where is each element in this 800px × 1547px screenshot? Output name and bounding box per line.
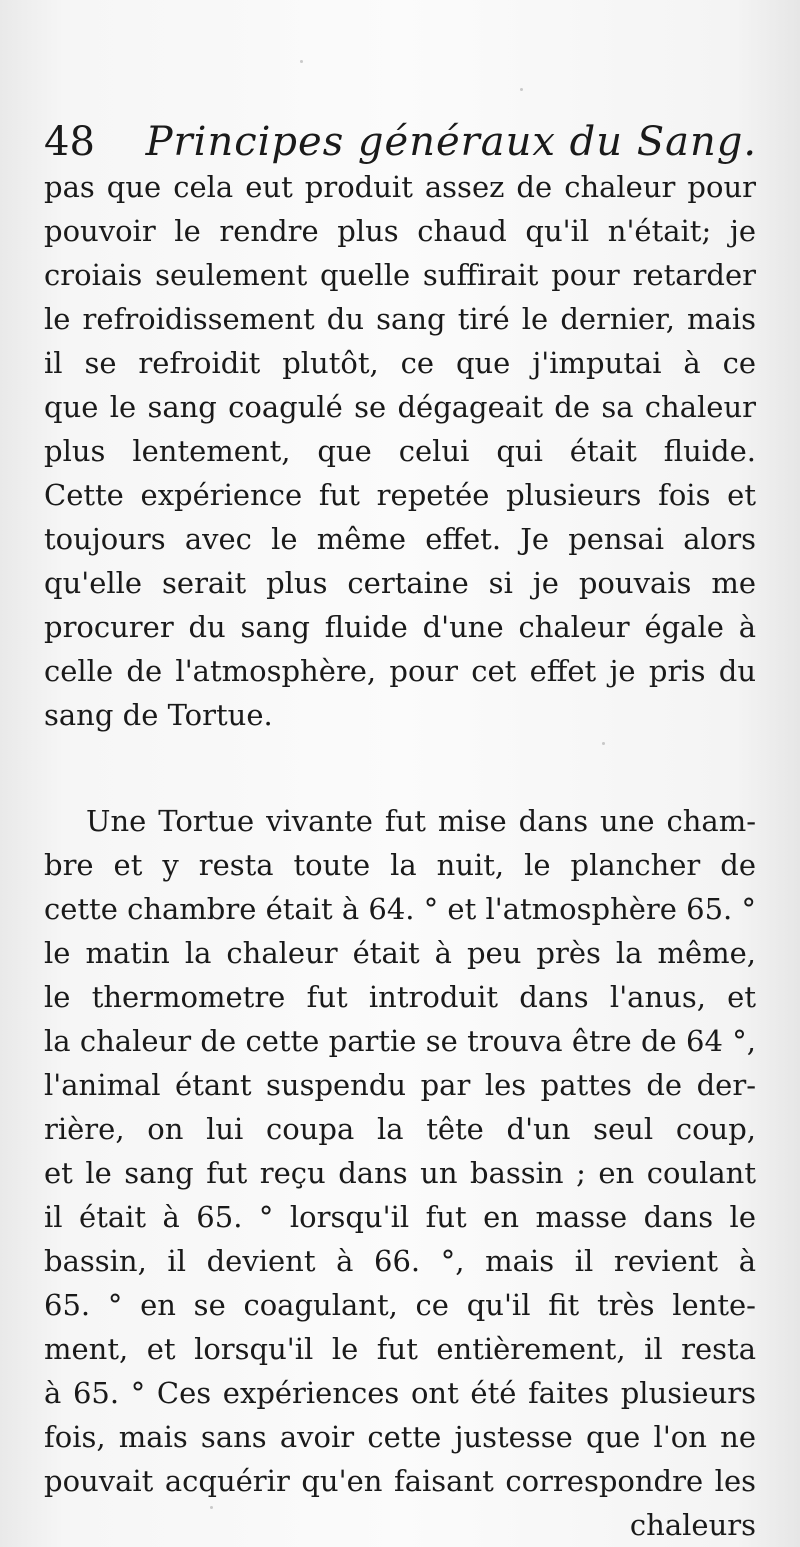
text-line: le matin la chaleur était à peu près la même,: [44, 936, 756, 970]
text-line: pouvoir le rendre plus chaud qu'il n'était; je: [44, 214, 756, 248]
text-line: bassin, il devient à 66. °, mais il revient à: [44, 1244, 756, 1278]
text-line: celle de l'atmosphère, pour cet effet je pris du: [44, 654, 756, 688]
text-line: à 65. ° Ces expériences ont été faites plusieurs: [44, 1376, 756, 1410]
text-line: toujours avec le même effet. Je pensai alors: [44, 522, 756, 556]
paper-speck: [602, 742, 605, 745]
text-line: 65. ° en se coagulant, ce qu'il fit très lente-: [44, 1288, 756, 1322]
text-line: fois, mais sans avoir cette justesse que l'on ne: [44, 1420, 756, 1454]
paper-speck: [520, 88, 523, 91]
text-line: que le sang coagulé se dégageait de sa chaleur: [44, 390, 756, 424]
paragraph-2: [44, 799, 756, 1503]
page-header: [44, 112, 764, 172]
text-line: rière, on lui coupa la tête d'un seul coup,: [44, 1112, 756, 1146]
paragraph-1: [44, 165, 756, 737]
text-line: plus lentement, que celui qui était fluide.: [44, 434, 756, 468]
text-line: sang de Tortue.: [44, 698, 273, 732]
paper-speck: [210, 1506, 213, 1509]
text-line: Cette expérience fut repetée plusieurs fois et: [44, 478, 756, 512]
catchword: chaleurs: [629, 1508, 756, 1542]
text-line: procurer du sang fluide d'une chaleur égale à: [44, 610, 756, 644]
text-line: l'animal étant suspendu par les pattes de der-: [44, 1068, 756, 1102]
text-line: pas que cela eut produit assez de chaleur pour: [44, 170, 756, 204]
page-number: 48: [44, 119, 95, 165]
text-line: cette chambre était à 64. ° et l'atmosphère 65. °: [44, 892, 756, 926]
text-line: le thermometre fut introduit dans l'anus, et: [44, 980, 756, 1014]
text-line: ment, et lorsqu'il le fut entièrement, il resta: [44, 1332, 756, 1366]
text-line: bre et y resta toute la nuit, le plancher de: [44, 848, 756, 882]
text-line: le refroidissement du sang tiré le dernier, mais: [44, 302, 756, 336]
running-title: Principes généraux du Sang.: [145, 119, 758, 165]
text-line: il était à 65. ° lorsqu'il fut en masse dans le: [44, 1200, 756, 1234]
text-line: il se refroidit plutôt, ce que j'imputai à ce: [44, 346, 756, 380]
paragraph-spacer: [44, 737, 756, 799]
text-line: la chaleur de cette partie se trouva être de 64 °,: [44, 1024, 756, 1058]
text-line: pouvait acquérir qu'en faisant correspondre les: [44, 1464, 756, 1498]
paper-speck: [300, 60, 303, 63]
text-line: Une Tortue vivante fut mise dans une cham-: [86, 804, 756, 838]
text-line: et le sang fut reçu dans un bassin ; en coulant: [44, 1156, 756, 1190]
text-line: qu'elle serait plus certaine si je pouvais me: [44, 566, 756, 600]
text-line: croiais seulement quelle suffirait pour retarder: [44, 258, 756, 292]
body-text: [44, 165, 756, 1547]
